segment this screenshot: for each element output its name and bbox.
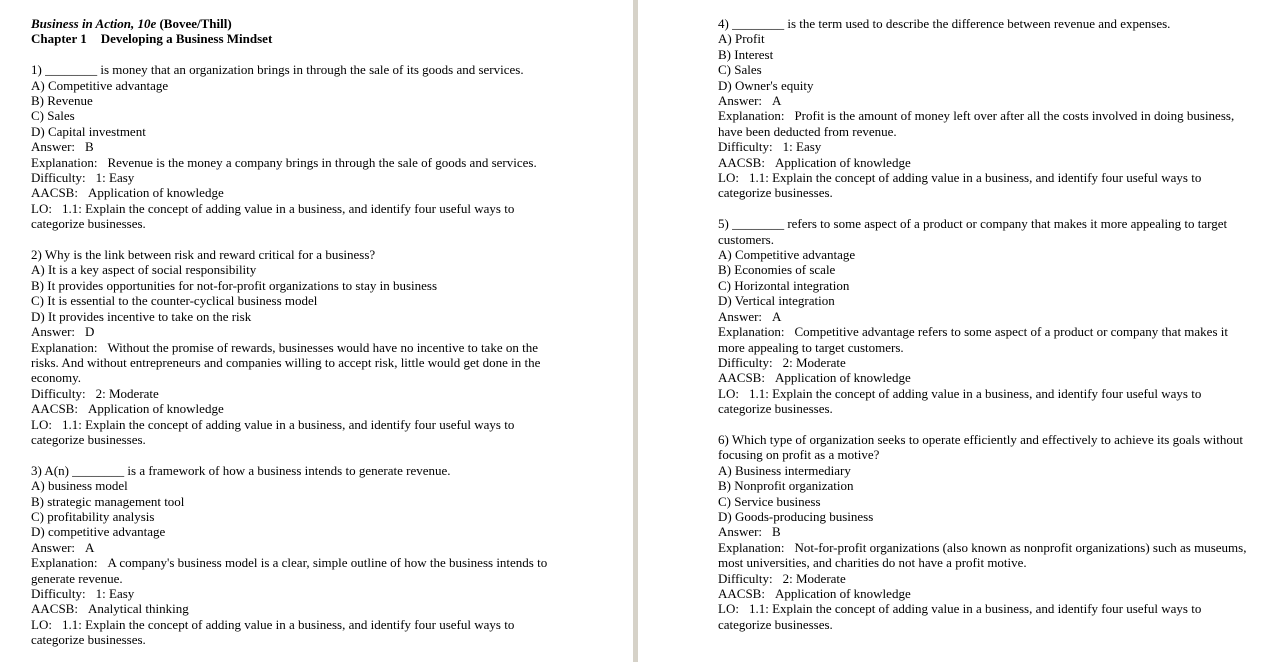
aacsb-value: Application of knowledge — [774, 154, 911, 170]
answer-option: B) strategic management tool — [31, 493, 185, 509]
learning-objective-label: LO: — [31, 200, 52, 216]
explanation-label: Explanation: — [718, 324, 785, 340]
answer-value: B — [85, 139, 94, 155]
answer-value: D — [85, 324, 95, 340]
difficulty-label: Difficulty: — [718, 570, 773, 586]
answer-row — [718, 309, 1248, 324]
answer-option: A) Competitive advantage — [718, 247, 856, 263]
difficulty-value: 2: Moderate — [782, 354, 846, 370]
difficulty-row — [718, 571, 1248, 586]
explanation-label: Explanation: — [31, 154, 98, 170]
answer-option: C) Sales — [31, 108, 75, 124]
explanation-row — [718, 324, 1248, 355]
answer-label: Answer: — [718, 308, 763, 324]
aacsb-label: AACSB: — [31, 185, 78, 201]
answer-option: D) Owner's equity — [718, 77, 814, 93]
learning-objective-value: 1.1: Explain the concept of adding value in a business, and identify four useful ways to categorize businesses. — [718, 385, 1202, 417]
learning-objective-row — [718, 386, 1248, 417]
page-right — [638, 0, 1283, 662]
page-left-content — [31, 16, 561, 648]
chapter-label: Chapter 1 — [31, 31, 87, 47]
question-stem: 3) A(n) ________ is a framework of how a business intends to generate revenue. — [31, 462, 451, 478]
explanation-value: Revenue is the money a company brings in through the sale of goods and services. — [107, 154, 537, 170]
difficulty-row — [718, 355, 1248, 370]
explanation-label: Explanation: — [718, 539, 785, 555]
aacsb-label: AACSB: — [718, 154, 765, 170]
answer-option: A) It is a key aspect of social responsibility — [31, 262, 257, 278]
explanation-value: A company's business model is a clear, simple outline of how the business intends to generate revenue. — [31, 555, 548, 586]
answer-option: D) Vertical integration — [718, 293, 835, 309]
difficulty-value: 1: Easy — [95, 585, 135, 601]
answer-option: B) Economies of scale — [718, 262, 836, 278]
answer-option: C) profitability analysis — [31, 508, 155, 524]
answer-option: D) Capital investment — [31, 123, 146, 139]
answer-option: C) It is essential to the counter-cyclical business model — [31, 293, 318, 309]
learning-objective-row — [31, 417, 561, 448]
difficulty-row — [31, 586, 561, 601]
answer-label: Answer: — [31, 324, 76, 340]
explanation-row — [718, 540, 1248, 571]
aacsb-value: Application of knowledge — [87, 185, 224, 201]
question-4 — [718, 16, 1248, 201]
question-2 — [31, 247, 561, 447]
aacsb-value: Application of knowledge — [87, 401, 224, 417]
answer-option: C) Service business — [718, 493, 821, 509]
question-6 — [718, 432, 1248, 632]
explanation-row — [31, 555, 561, 586]
question-1 — [31, 62, 561, 231]
question-3 — [31, 463, 561, 648]
aacsb-row — [718, 155, 1248, 170]
explanation-row — [31, 155, 561, 170]
aacsb-value: Application of knowledge — [774, 370, 911, 386]
difficulty-label: Difficulty: — [31, 585, 86, 601]
learning-objective-label: LO: — [718, 601, 739, 617]
aacsb-value: Application of knowledge — [774, 586, 911, 601]
answer-value: A — [772, 93, 782, 109]
aacsb-label: AACSB: — [31, 601, 78, 617]
answer-option: A) business model — [31, 478, 128, 494]
difficulty-row — [718, 139, 1248, 154]
answer-row — [31, 540, 561, 555]
difficulty-row — [31, 386, 561, 401]
learning-objective-value: 1.1: Explain the concept of adding value in a business, and identify four useful ways to categorize businesses. — [718, 170, 1202, 201]
answer-option: B) Interest — [718, 46, 774, 62]
answer-row — [718, 93, 1248, 108]
explanation-value: Not-for-profit organizations (also known as nonprofit organizations) such as museums, most universities, and charities do not have a profit motive. — [718, 539, 1247, 571]
answer-option: A) Competitive advantage — [31, 77, 169, 93]
difficulty-value: 1: Easy — [782, 139, 822, 155]
learning-objective-label: LO: — [31, 616, 52, 632]
explanation-label: Explanation: — [718, 108, 785, 124]
explanation-value: Without the promise of rewards, businesses would have no incentive to take on the risks. And without entrepreneurs and companies willing to accept risk, little would get done in the economy. — [31, 339, 541, 386]
learning-objective-label: LO: — [31, 416, 52, 432]
question-stem: 6) Which type of organization seeks to operate efficiently and effectively to achieve its goals without focusing on profit as a motive? — [718, 431, 1244, 463]
question-stem: 2) Why is the link between risk and reward critical for a business? — [31, 247, 376, 263]
learning-objective-row — [31, 617, 561, 648]
explanation-row — [31, 340, 561, 386]
answer-option: A) Profit — [718, 31, 765, 47]
chapter-title: Developing a Business Mindset — [100, 31, 273, 47]
answer-value: A — [85, 539, 95, 555]
learning-objective-value: 1.1: Explain the concept of adding value in a business, and identify four useful ways to categorize businesses. — [718, 601, 1202, 632]
aacsb-row — [31, 401, 561, 416]
difficulty-label: Difficulty: — [718, 139, 773, 155]
answer-label: Answer: — [718, 93, 763, 109]
answer-label: Answer: — [31, 539, 76, 555]
explanation-value: Profit is the amount of money left over after all the costs involved in doing business, have been deducted from revenue. — [718, 108, 1235, 139]
answer-option: C) Sales — [718, 62, 762, 78]
learning-objective-label: LO: — [718, 170, 739, 186]
answer-option: D) Goods-producing business — [718, 508, 874, 524]
answer-label: Answer: — [718, 524, 763, 540]
learning-objective-label: LO: — [718, 385, 739, 401]
answer-row — [31, 139, 561, 154]
page-right-content — [718, 16, 1248, 632]
difficulty-row — [31, 170, 561, 185]
explanation-label: Explanation: — [31, 339, 98, 355]
question-stem: 1) ________ is money that an organization brings in through the sale of its goods and services. — [31, 62, 524, 78]
learning-objective-row — [718, 170, 1248, 201]
learning-objective-row — [31, 201, 561, 232]
answer-option: D) competitive advantage — [31, 524, 166, 540]
learning-objective-value: 1.1: Explain the concept of adding value in a business, and identify four useful ways to categorize businesses. — [31, 416, 515, 447]
question-stem: 5) ________ refers to some aspect of a product or company that makes it more appealing to target customers. — [718, 216, 1228, 247]
aacsb-label: AACSB: — [718, 586, 765, 601]
answer-option: A) Business intermediary — [718, 462, 851, 478]
aacsb-label: AACSB: — [31, 401, 78, 417]
book-title-text: Business in Action, 10e — [31, 16, 157, 31]
learning-objective-value: 1.1: Explain the concept of adding value in a business, and identify four useful ways to categorize businesses. — [31, 616, 515, 648]
aacsb-row — [31, 601, 561, 616]
answer-row — [718, 524, 1248, 539]
aacsb-row — [718, 370, 1248, 385]
difficulty-label: Difficulty: — [718, 354, 773, 370]
answer-option: B) It provides opportunities for not-for-profit organizations to stay in business — [31, 277, 438, 293]
difficulty-value: 2: Moderate — [95, 385, 159, 401]
learning-objective-row — [718, 601, 1248, 632]
aacsb-row — [31, 185, 561, 200]
book-title — [31, 16, 561, 31]
learning-objective-value: 1.1: Explain the concept of adding value in a business, and identify four useful ways to categorize businesses. — [31, 200, 515, 232]
difficulty-label: Difficulty: — [31, 170, 86, 186]
answer-option: B) Revenue — [31, 93, 93, 109]
book-authors: (Bovee/Thill) — [159, 16, 232, 31]
explanation-label: Explanation: — [31, 555, 98, 571]
aacsb-label: AACSB: — [718, 370, 765, 386]
chapter-heading — [31, 31, 561, 46]
explanation-value: Competitive advantage refers to some aspect of a product or company that makes it more appealing to target customers. — [718, 324, 1228, 355]
answer-option: D) It provides incentive to take on the risk — [31, 308, 252, 324]
answer-value: A — [772, 308, 782, 324]
question-stem: 4) ________ is the term used to describe the difference between revenue and expenses. — [718, 16, 1171, 31]
question-5 — [718, 216, 1248, 416]
difficulty-value: 1: Easy — [95, 170, 135, 186]
answer-label: Answer: — [31, 139, 76, 155]
answer-option: B) Nonprofit organization — [718, 478, 854, 494]
aacsb-row — [718, 586, 1248, 601]
difficulty-value: 2: Moderate — [782, 570, 846, 586]
page-left — [0, 0, 633, 662]
difficulty-label: Difficulty: — [31, 385, 86, 401]
explanation-row — [718, 108, 1248, 139]
answer-option: C) Horizontal integration — [718, 277, 850, 293]
answer-value: B — [772, 524, 781, 540]
aacsb-value: Analytical thinking — [87, 601, 189, 617]
answer-row — [31, 324, 561, 339]
